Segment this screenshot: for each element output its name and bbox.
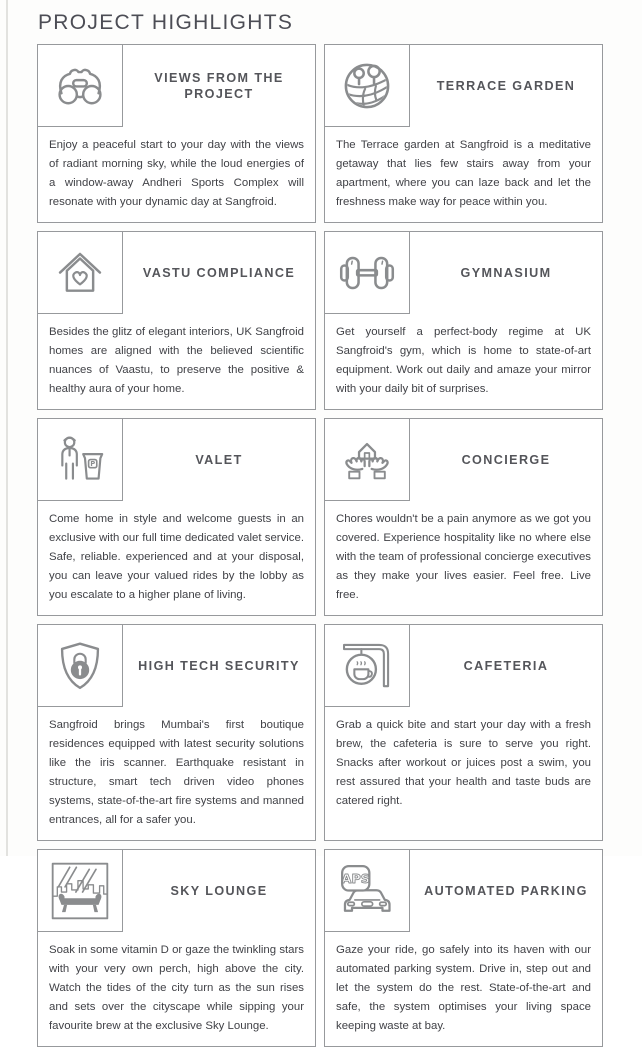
binoculars-icon xyxy=(51,57,109,115)
card-title: VALET xyxy=(195,452,243,467)
card-title: AUTOMATED PARKING xyxy=(424,883,588,898)
vastu-house-heart-icon xyxy=(51,244,109,302)
icon-box xyxy=(38,625,123,707)
highlights-grid xyxy=(37,44,603,1047)
dumbbell-icon xyxy=(337,243,397,303)
highlight-card xyxy=(37,44,316,223)
terrace-garden-icon xyxy=(337,56,397,116)
card-title: TERRACE GARDEN xyxy=(436,78,576,93)
highlight-card xyxy=(324,849,603,1047)
highlight-card xyxy=(37,849,316,1047)
highlight-card xyxy=(37,418,316,616)
highlight-card xyxy=(37,624,316,841)
card-body: Sangfroid brings Mumbai's first boutique residences equipped with latest security solutions like the iris scanner. Earthquake resistant in structure, smart tech driven video phones systems, state-of-the-art fire systems and manned entrances, all for a safer you. xyxy=(49,719,304,826)
icon-box xyxy=(325,850,410,932)
card-body: Gaze your ride, go safely into its haven with our automated parking system. Drive in, step out and let the system do the rest. State-of-the-art and safe, the system optimises your living space keeping waste at bay. xyxy=(336,944,591,1032)
highlight-card xyxy=(37,231,316,410)
highlight-card xyxy=(324,44,603,223)
card-body: Besides the glitz of elegant interiors, UK Sangfroid homes are aligned with the believed scientific nuances of Vaastu, to preserve the positive & healthy aura of your home. xyxy=(49,326,304,395)
svg-text:APS: APS xyxy=(341,870,370,886)
automated-parking-car-icon xyxy=(337,861,397,921)
card-title: CONCIERGE xyxy=(461,452,551,467)
card-body: Enjoy a peaceful start to your day with the views of radiant morning sky, while the loud energies of a window-away Andheri Sports Complex will resonate with your dynamic day at Sangfroid. xyxy=(49,139,304,208)
icon-box xyxy=(38,419,123,501)
icon-box xyxy=(325,419,410,501)
card-title: HIGH TECH SECURITY xyxy=(138,658,300,673)
highlight-card xyxy=(324,624,603,841)
card-body: Chores wouldn't be a pain anymore as we got you covered. Experience hospitality like no where else with the team of professional concierge executives as they make your lives easier. Feel free. Live free. xyxy=(336,513,591,601)
card-title: SKY LOUNGE xyxy=(170,883,268,898)
card-title: VASTU COMPLIANCE xyxy=(142,265,296,280)
page-edge-line xyxy=(6,0,8,856)
highlight-card xyxy=(324,418,603,616)
svg-text:P: P xyxy=(90,459,96,468)
highlight-card xyxy=(324,231,603,410)
card-body: Get yourself a perfect-body regime at UK Sangfroid's gym, which is home to state-of-art equipment. Work out daily and amaze your mirror with your daily bit of surprises. xyxy=(336,326,591,395)
icon-box xyxy=(38,232,123,314)
card-title: VIEWS FROM THE PROJECT xyxy=(154,70,284,101)
card-body: Grab a quick bite and start your day with a fresh brew, the cafeteria is sure to serve you right. Snacks after workout or juices post a swim, you rest assured that your health and taste buds are catered right. xyxy=(336,719,591,807)
valet-icon xyxy=(51,431,109,489)
icon-box xyxy=(325,45,410,127)
card-title: GYMNASIUM xyxy=(460,265,552,280)
card-title: CAFETERIA xyxy=(463,658,549,673)
icon-box xyxy=(38,45,123,127)
cafe-sign-icon xyxy=(337,636,397,696)
icon-box xyxy=(325,625,410,707)
icon-box xyxy=(325,232,410,314)
icon-box xyxy=(38,850,123,932)
card-body: Soak in some vitamin D or gaze the twinkling stars with your very own perch, high above the city. Watch the tides of the city turn as the sun rises and sets over the cityscape while sipping your favourite brew at the exclusive Sky Lounge. xyxy=(49,944,304,1032)
concierge-hands-house-icon xyxy=(337,430,397,490)
sky-lounge-couch-icon xyxy=(47,858,113,924)
card-body: Come home in style and welcome guests in an exclusive with our full time dedicated valet service. Safe, reliable. experienced and at your disposal, you can leave your valued rides by the lobby as you escalate to a higher plane of living. xyxy=(49,513,304,601)
card-body: The Terrace garden at Sangfroid is a meditative getaway that lies few stairs away from your apartment, where you can laze back and let the freshness make way for peace within you. xyxy=(336,139,591,208)
shield-lock-icon xyxy=(52,638,108,694)
page-title: PROJECT HIGHLIGHTS xyxy=(38,11,294,34)
